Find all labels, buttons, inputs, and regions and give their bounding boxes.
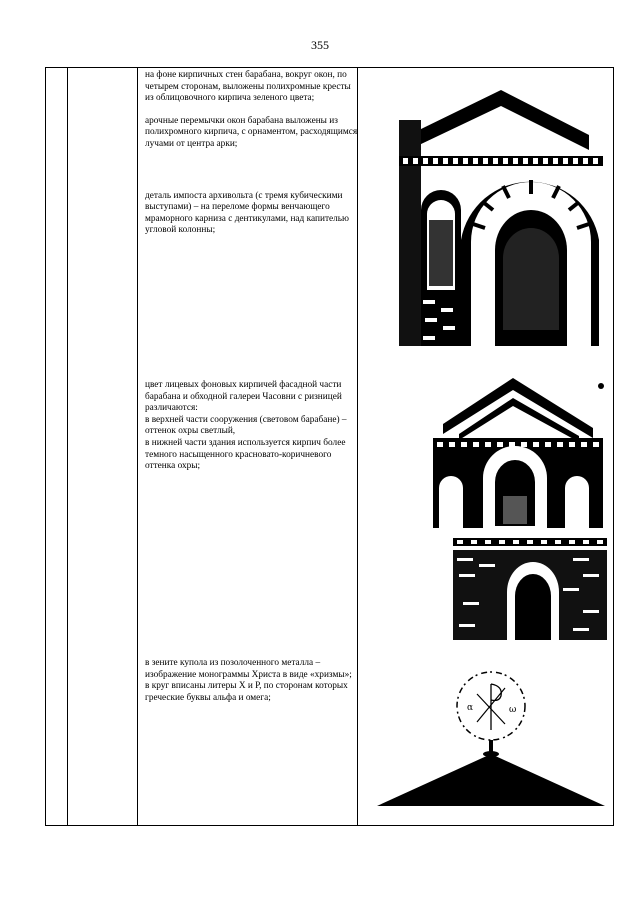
photo-drum-window-arch (399, 90, 603, 346)
column-divider (137, 68, 138, 825)
paragraph: на фоне кирпичных стен барабана, вокруг окон, по четырем сторонам, выложены полихромные кресты из облицовочного кирпича зеленого цвета; (145, 70, 351, 104)
paragraph: в зените купола из позолоченного металла – изображение монограммы Христа в виде «хризмы»; (145, 658, 352, 680)
photo-chrismon-dome (373, 658, 609, 810)
description-table (45, 67, 614, 826)
row-3-text (145, 658, 360, 704)
row-2-text (145, 380, 360, 473)
column-divider (67, 68, 68, 825)
paragraph: в верхней части сооружения (световом барабане) – оттенок охры светлый, (145, 414, 347, 437)
paragraph: в круг вписаны литеры Х и Р, по сторонам которых греческие буквы альфа и омега; (145, 681, 348, 703)
paragraph: арочные перемычки окон барабана выложены из полихромного кирпича, с орнаментом, расходящимся лучами от центра арки; (145, 115, 358, 149)
page-number: 355 (311, 38, 329, 52)
drum-and-gallery-image (423, 378, 607, 640)
paragraph: деталь импоста архивольта (с тремя кубическими выступами) – на переломе формы венчающего мраморного карниза с дентикулами, над капителью угловой колонны; (145, 190, 349, 236)
svg-text:ω: ω (509, 705, 517, 715)
chrismon-dome-image (373, 658, 609, 810)
paragraph: в нижней части здания используется кирпич более темного насыщенного красновато-коричневого оттенка охры; (145, 437, 346, 472)
photo-drum-and-gallery (423, 378, 607, 640)
svg-text:α: α (467, 703, 474, 713)
paragraph: цвет лицевых фоновых кирпичей фасадной части барабана и обходной галереи Часовни с ризницей различаются: (145, 380, 342, 414)
row-1-text (145, 70, 360, 237)
drum-window-arch-image (399, 90, 603, 346)
